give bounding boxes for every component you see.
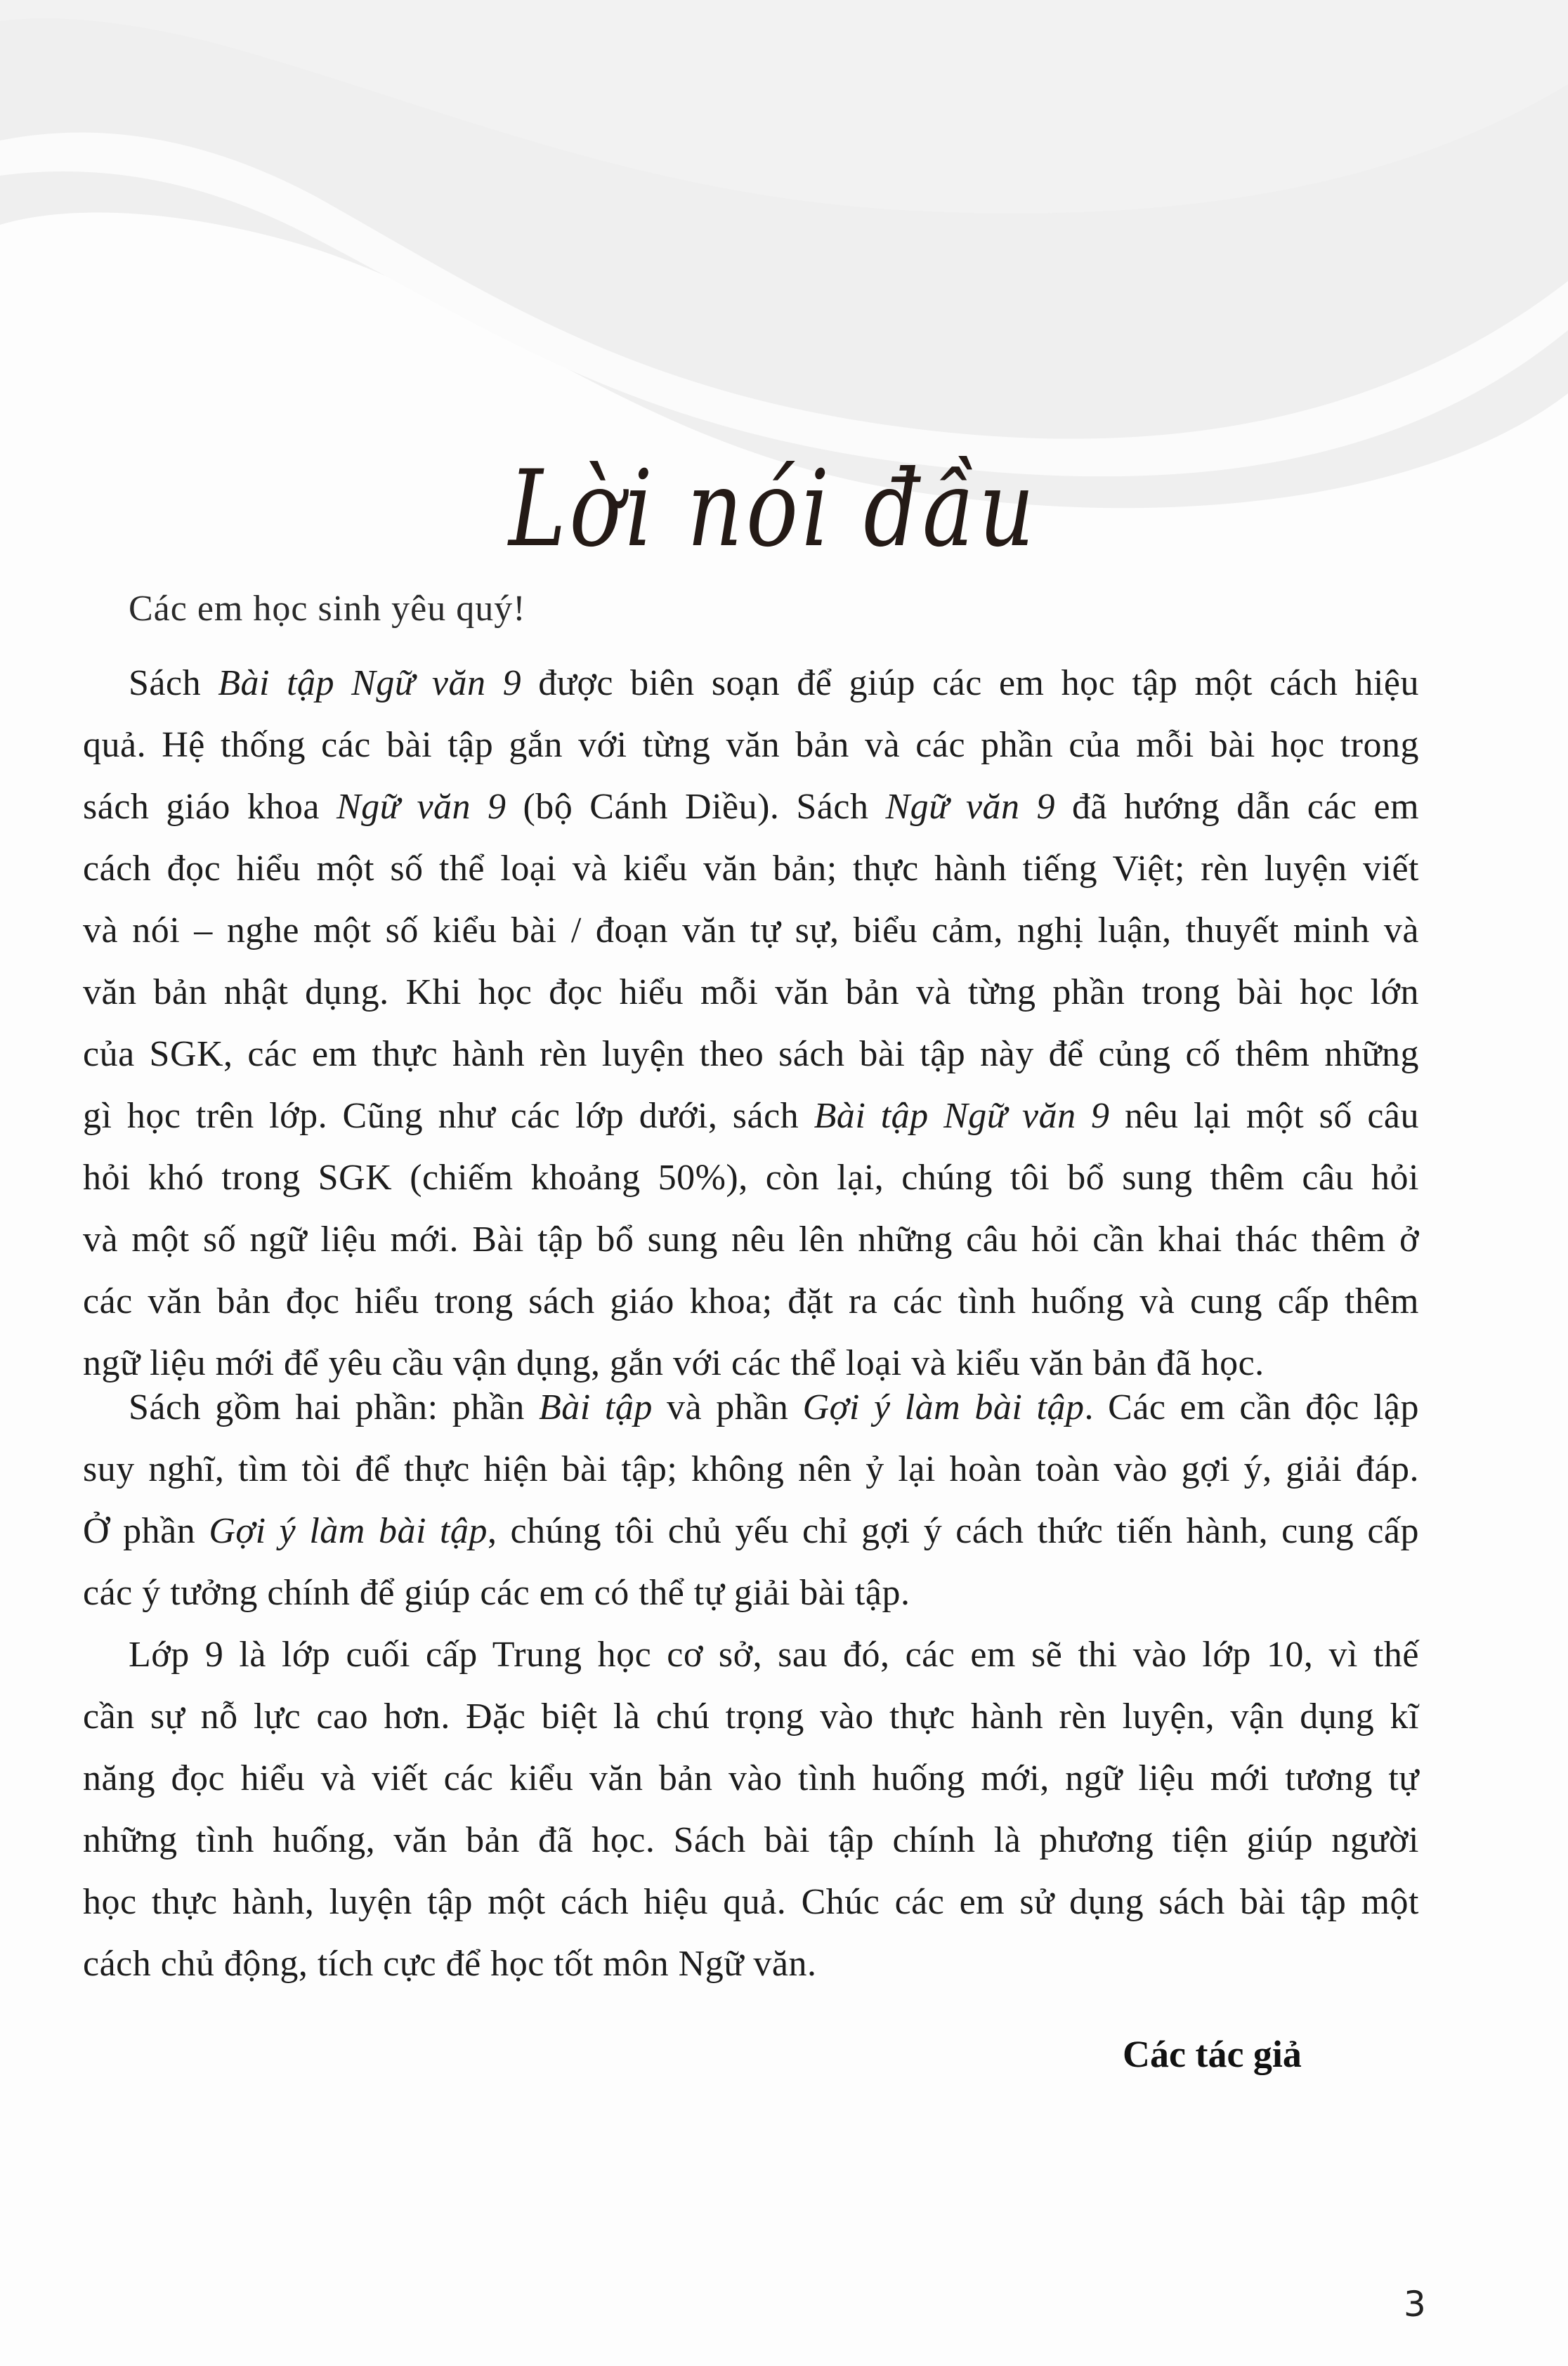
text-run: được biên soạn để giúp các em học tập một cách hiệu xyxy=(521,663,1419,703)
paragraph-3-line xyxy=(83,1942,1419,1986)
text-run: Sách xyxy=(129,663,218,703)
page-number: 3 xyxy=(1404,2284,1426,2325)
text-run: học thực hành, luyện tập một cách hiệu quả. Chúc các em sử dụng sách bài tập một xyxy=(83,1882,1419,1922)
paragraph-1-line xyxy=(83,1156,1419,1200)
text-run: Sách gồm hai phần: phần xyxy=(129,1387,540,1427)
text-run: những tình huống, văn bản đã học. Sách bài tập chính là phương tiện giúp người xyxy=(83,1820,1419,1860)
paragraph-2-line xyxy=(83,1571,1419,1615)
paragraph-1-line xyxy=(83,724,1419,767)
paragraph-3-line xyxy=(83,1695,1419,1739)
paragraph-1-line xyxy=(83,785,1419,829)
paragraph-3-line xyxy=(83,1881,1419,1924)
text-run: ngữ liệu mới để yêu cầu vận dụng, gắn với các thể loại và kiểu văn bản đã học. xyxy=(83,1343,1265,1383)
text-run: suy nghĩ, tìm tòi để thực hiện bài tập; không nên ỷ lại hoàn toàn vào gợi ý, giải đáp. xyxy=(83,1449,1419,1489)
text-run: cách chủ động, tích cực để học tốt môn Ngữ văn. xyxy=(83,1944,817,1984)
paragraph-2-line xyxy=(83,1448,1419,1491)
text-run: các ý tưởng chính để giúp các em có thể tự giải bài tập. xyxy=(83,1573,910,1613)
book-title-italic: Ngữ văn 9 xyxy=(336,787,507,827)
book-title-italic: Bài tập xyxy=(539,1387,653,1427)
paragraph-2-line xyxy=(83,1510,1419,1553)
paragraph-1-line xyxy=(83,1342,1419,1385)
text-run: Lớp 9 là lớp cuối cấp Trung học cơ sở, sau đó, các em sẽ thi vào lớp 10, vì thế xyxy=(129,1635,1419,1675)
book-title-italic: Gợi ý làm bài tập xyxy=(802,1387,1085,1427)
paragraph-3-line xyxy=(83,1757,1419,1800)
text-run: của SGK, các em thực hành rèn luyện theo sách bài tập này để củng cố thêm những xyxy=(83,1034,1419,1074)
text-run: các văn bản đọc hiểu trong sách giáo khoa; đặt ra các tình huống và cung cấp thêm xyxy=(83,1281,1419,1321)
text-run: nêu lại một số câu xyxy=(1109,1096,1419,1136)
paragraph-1-line xyxy=(83,1094,1419,1138)
paragraph-1-line xyxy=(83,909,1419,953)
book-title-italic: Gợi ý làm bài tập xyxy=(209,1511,488,1551)
greeting: Các em học sinh yêu quý! xyxy=(129,589,526,629)
text-run: gì học trên lớp. Cũng như các lớp dưới, sách xyxy=(83,1096,814,1136)
paragraph-3-line xyxy=(129,1633,1419,1677)
paragraph-1-line xyxy=(129,662,1419,705)
text-run: , chúng tôi chủ yếu chỉ gợi ý cách thức tiến hành, cung cấp xyxy=(487,1511,1419,1551)
text-run: và nói – nghe một số kiểu bài / đoạn văn tự sự, biểu cảm, nghị luận, thuyết minh và xyxy=(83,910,1419,950)
text-run: . Các em cần độc lập xyxy=(1084,1387,1419,1427)
paragraph-1-line xyxy=(83,971,1419,1014)
paragraph-2-line xyxy=(129,1386,1419,1430)
text-run: và phần xyxy=(652,1387,803,1427)
paragraph-1-line xyxy=(83,1218,1419,1262)
page-title: Lời nói đầu xyxy=(509,448,1038,570)
text-run: văn bản nhật dụng. Khi học đọc hiểu mỗi văn bản và từng phần trong bài học lớn xyxy=(83,972,1419,1012)
signature: Các tác giả xyxy=(1123,2033,1302,2075)
text-run: năng đọc hiểu và viết các kiểu văn bản vào tình huống mới, ngữ liệu mới tương tự xyxy=(83,1758,1419,1798)
paragraph-1-line xyxy=(83,1280,1419,1323)
text-run: và một số ngữ liệu mới. Bài tập bổ sung nêu lên những câu hỏi cần khai thác thêm ở xyxy=(83,1220,1419,1260)
text-run: sách giáo khoa xyxy=(83,787,337,827)
text-run: cần sự nỗ lực cao hơn. Đặc biệt là chú trọng vào thực hành rèn luyện, vận dụng kĩ xyxy=(83,1697,1419,1737)
text-run: (bộ Cánh Diều). Sách xyxy=(506,787,886,827)
book-title-italic: Ngữ văn 9 xyxy=(885,787,1056,827)
text-run: quả. Hệ thống các bài tập gắn với từng văn bản và các phần của mỗi bài học trong xyxy=(83,725,1419,765)
book-title-italic: Bài tập Ngữ văn 9 xyxy=(814,1096,1110,1136)
text-run: hỏi khó trong SGK (chiếm khoảng 50%), còn lại, chúng tôi bổ sung thêm câu hỏi xyxy=(83,1158,1419,1198)
paragraph-1-line xyxy=(83,1033,1419,1076)
paragraph-3-line xyxy=(83,1819,1419,1862)
text-run: đã hướng dẫn các em xyxy=(1055,787,1420,827)
book-title-italic: Bài tập Ngữ văn 9 xyxy=(218,663,522,703)
text-run: Ở phần xyxy=(83,1511,209,1551)
paragraph-1-line xyxy=(83,847,1419,891)
text-run: cách đọc hiểu một số thể loại và kiểu văn bản; thực hành tiếng Việt; rèn luyện viết xyxy=(83,849,1419,889)
